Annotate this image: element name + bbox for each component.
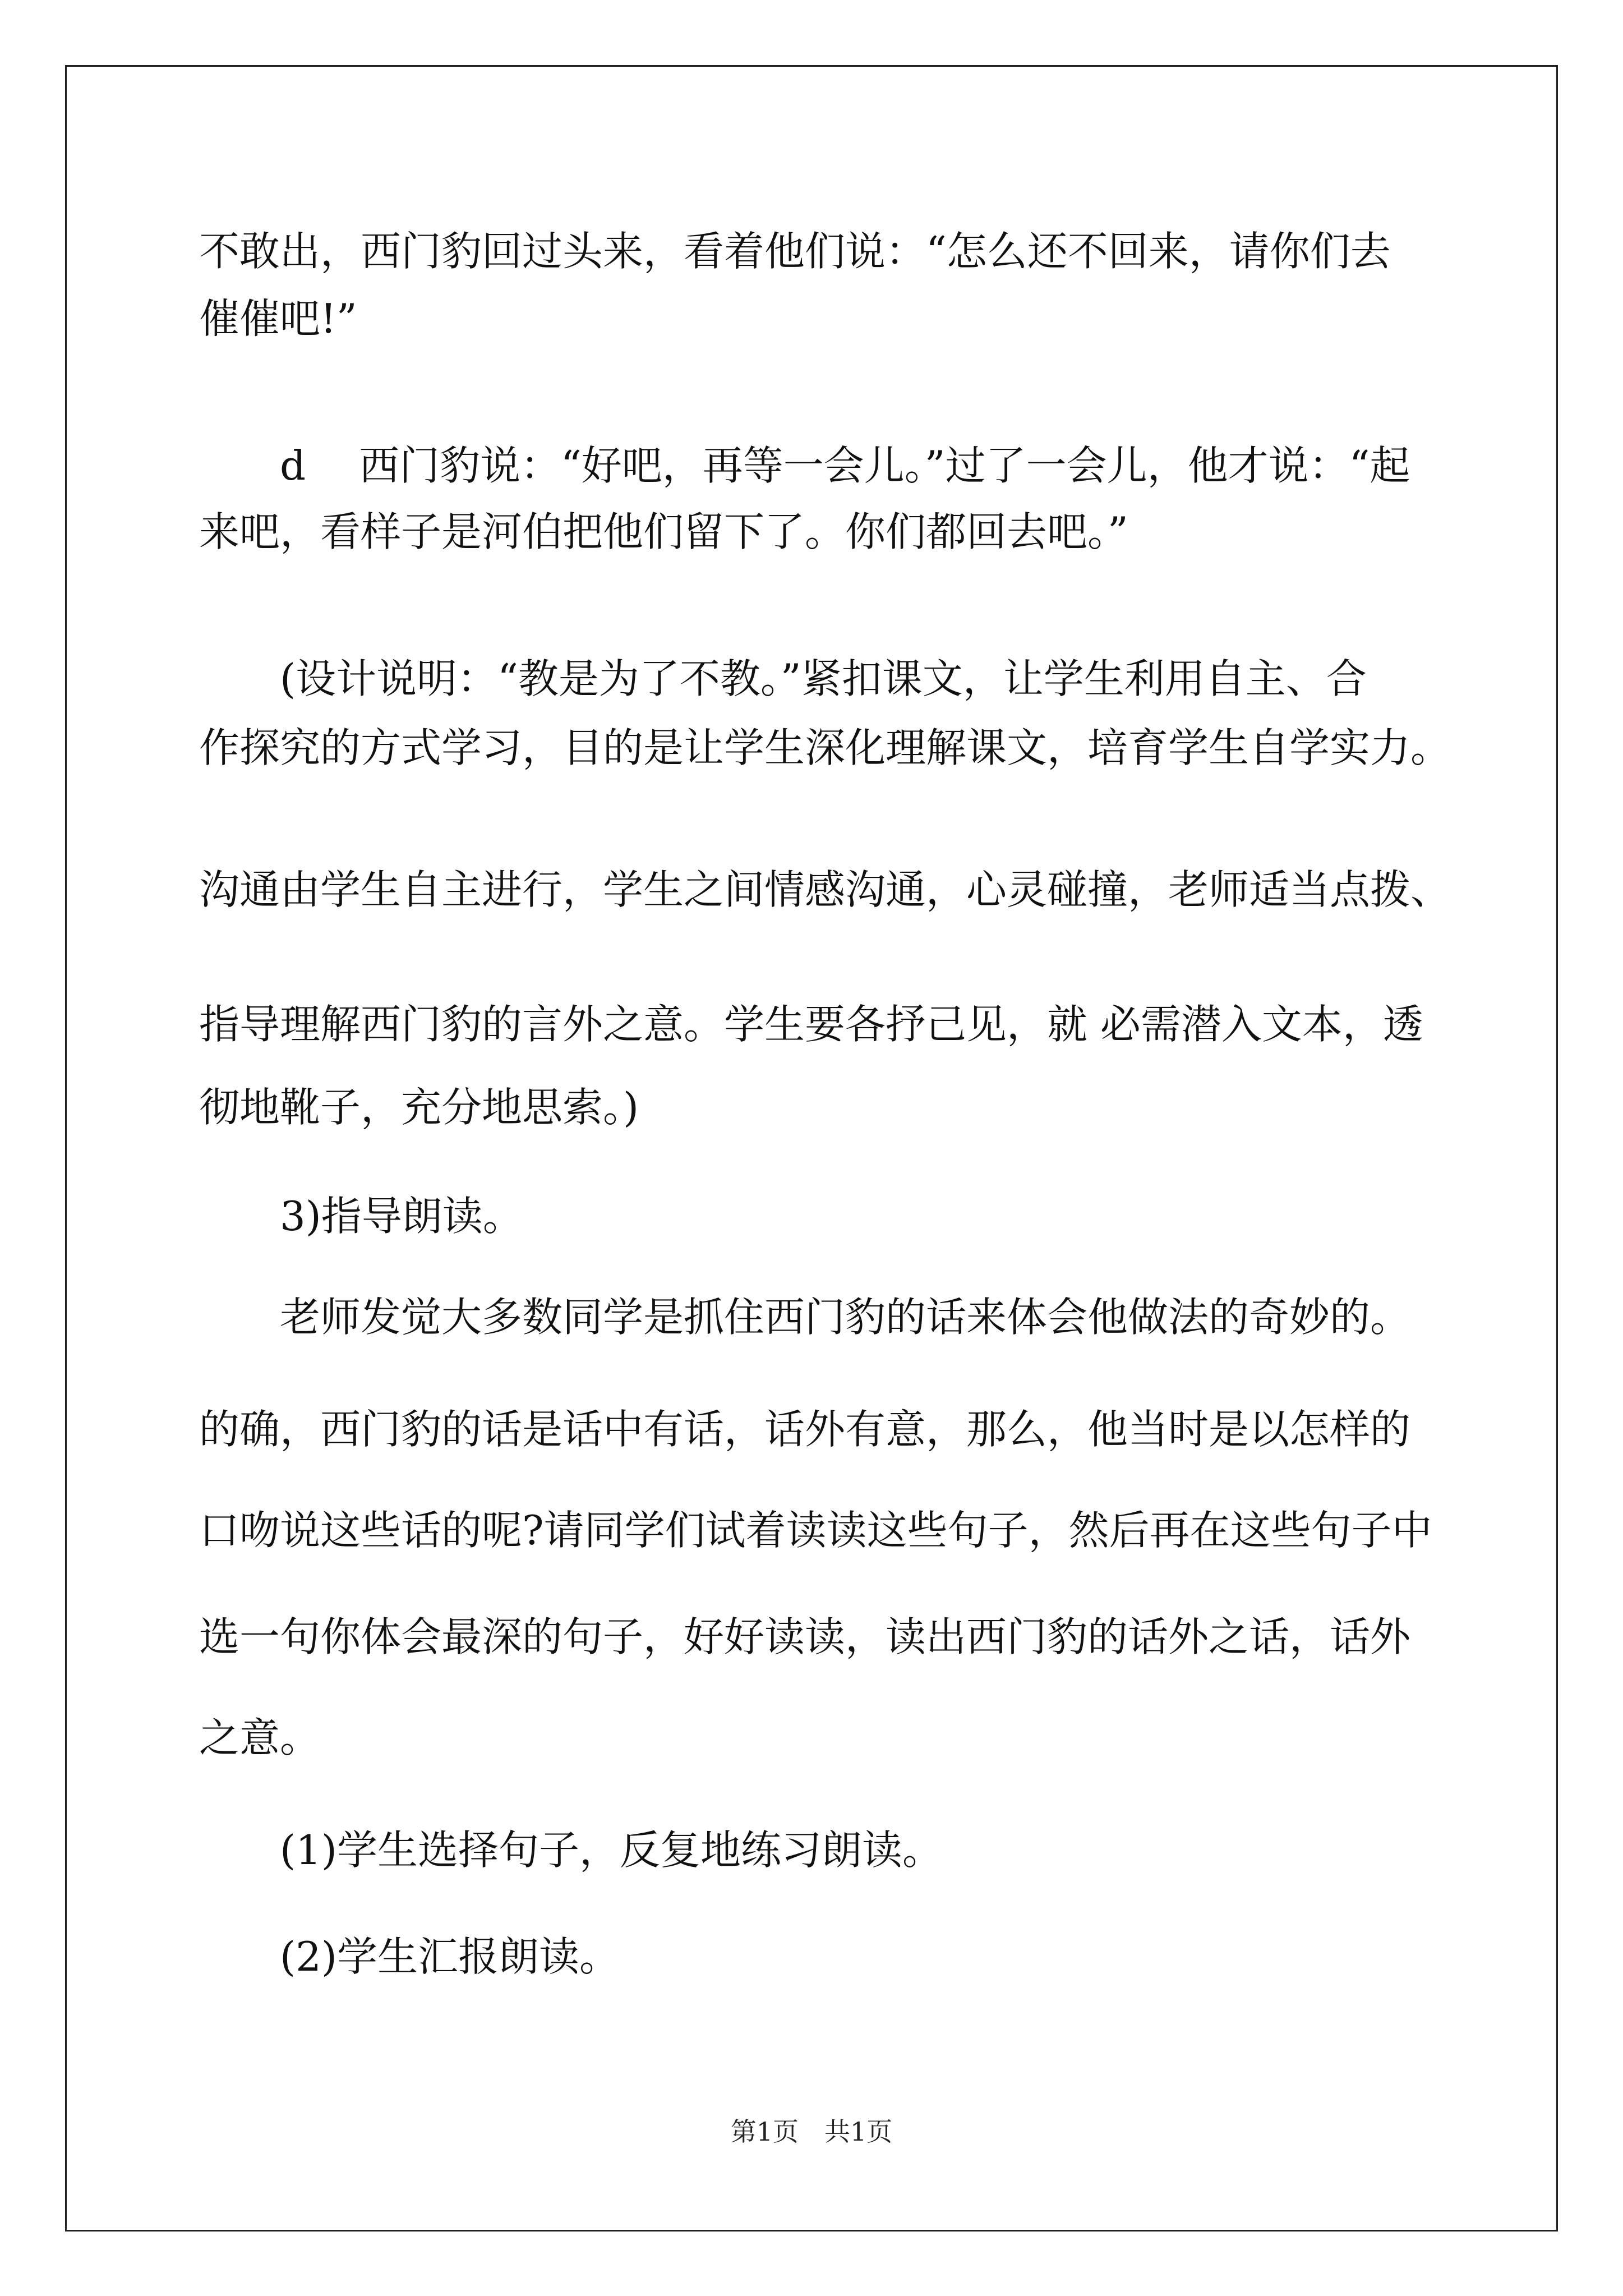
paragraph-line: d 西门豹说：“好吧，再等一会儿。”过了一会儿，他才说：“起: [280, 442, 1410, 489]
paragraph-line: 来吧，看样子是河伯把他们留下了。你们都回去吧。”: [199, 508, 1128, 555]
paragraph-line: 催催吧!”: [199, 295, 357, 342]
paragraph-line: 的确，西门豹的话是话中有话，话外有意，那么，他当时是以怎样的: [199, 1406, 1411, 1453]
page-number-footer: 第1页 共1页: [730, 2116, 893, 2147]
paragraph-line: (2)学生汇报朗读。: [280, 1933, 620, 1980]
paragraph-line: 指导理解西门豹的言外之意。学生要各抒己见，就 必需潜入文本，透: [199, 1001, 1423, 1048]
paragraph-line: 沟通由学生自主进行，学生之间情感沟通，心灵碰撞，老师适当点拨、: [199, 866, 1451, 913]
paragraph-line: 老师发觉大多数同学是抓住西门豹的话来体会他做法的奇妙的。: [280, 1294, 1411, 1341]
paragraph-line: 作探究的方式学习，目的是让学生深化理解课文，培育学生自学实力。: [199, 724, 1451, 771]
paragraph-line: 彻地靴子，充分地思索。): [199, 1084, 639, 1131]
paragraph-line: 3)指导朗读。: [280, 1193, 523, 1240]
paragraph-line: 不敢出，西门豹回过头来，看着他们说：“怎么还不回来，请你们去: [199, 228, 1391, 275]
paragraph-line: (设计说明：“教是为了不教。”紧扣课文，让学生利用自主、合: [280, 655, 1367, 702]
paragraph-line: 之意。: [199, 1714, 321, 1761]
paragraph-line: 口吻说这些话的呢?请同学们试着读读这些句子，然后再在这些句子中: [199, 1507, 1432, 1554]
paragraph-line: (1)学生选择句子，反复地练习朗读。: [280, 1826, 943, 1874]
paragraph-line: 选一句你体会最深的句子，好好读读，读出西门豹的话外之话，话外: [199, 1613, 1411, 1660]
page-border: [65, 65, 1558, 2231]
